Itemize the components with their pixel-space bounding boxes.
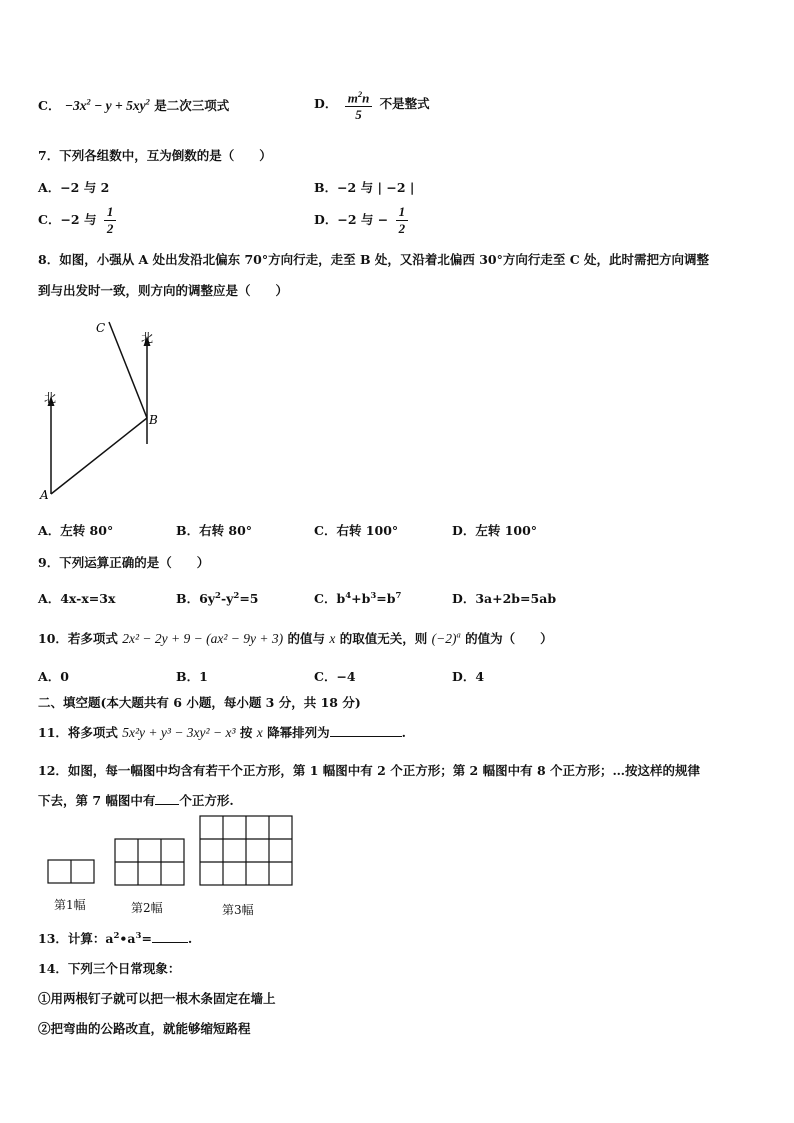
q8-option-a: A．左转 80° — [38, 523, 114, 538]
q10-option-d: D．4 — [452, 669, 485, 684]
answer-blank[interactable] — [155, 804, 179, 805]
option-label: D． — [314, 96, 338, 112]
q10-stem: 10．若多项式 2x² − 2y + 9 − (ax² − 9y + 3) 的值与 x 的取值无关，则 $(-2)^a$ 的值为（ ） — [38, 629, 553, 646]
q9-option-d: D．3a+2b=5ab — [452, 591, 557, 606]
q13-stem: 13．计算：$a^2•a^3=$ . — [38, 930, 193, 946]
q8-stem-line2: 到与出发时一致，则方向的调整应是（ ） — [38, 283, 289, 298]
q7-option-c: C．−2 与 $\frac{1}{2}$ — [38, 204, 119, 237]
q12-squares-figure — [46, 814, 296, 886]
q9-option-b: B．$6y^2-y^2=5$ — [176, 590, 259, 606]
q8-option-d: D．左转 100° — [452, 523, 538, 538]
q9-stem: 9．下列运算正确的是（ ） — [38, 555, 210, 570]
figure-1-grid — [48, 860, 94, 883]
q9-option-c: C．$b^4+b^3=b^7$ — [314, 590, 402, 606]
figure-caption-3: 第3幅 — [222, 903, 254, 917]
q12-stem-line2: 下去，第 7 幅图中有 个正方形. — [38, 793, 234, 808]
north-label-a: 北 — [44, 391, 57, 405]
option-text: 是二次三项式 — [154, 98, 230, 113]
q8-option-c: C．右转 100° — [314, 523, 399, 538]
q12-stem-line1: 12．如图，每一幅图中均含有若干个正方形，第 1 幅图中有 2 个正方形；第 2 幅图中有 8 个正方形；…按这样的规律 — [38, 763, 701, 778]
q10-option-b: B．1 — [176, 669, 208, 684]
q10-option-c: C．−4 — [314, 669, 356, 684]
fraction: $\frac{m^2n}{5}$ — [345, 86, 373, 123]
figure-caption-1: 第1幅 — [54, 898, 86, 912]
section-heading: 二、填空题(本大题共有 6 小题，每小题 3 分，共 18 分) — [38, 695, 361, 710]
fraction: $\frac{1}{2}$ — [396, 204, 409, 237]
math-expression: 5x²y + y³ − 3xy² − x³ — [122, 725, 236, 740]
q6-option-d — [314, 86, 430, 123]
q7-option-b: B．−2 与 | −2 | — [314, 180, 415, 195]
q7-option-d: D．−2 与 − $\frac{1}{2}$ — [314, 204, 411, 237]
option-text: 不是整式 — [379, 96, 430, 112]
answer-blank[interactable] — [330, 736, 402, 737]
point-label-c: C — [96, 321, 106, 335]
q7-stem: 7．下列各组数中，互为倒数的是（ ） — [38, 148, 272, 163]
q14-item-1: ①用两根钉子就可以把一根木条固定在墙上 — [38, 991, 276, 1006]
q8-option-b: B．右转 80° — [176, 523, 253, 538]
option-label: C． — [38, 98, 61, 113]
figure-caption-2: 第2幅 — [131, 901, 163, 915]
point-label-a: A — [40, 488, 49, 502]
q8-stem-line1: 8．如图，小强从 A 处出发沿北偏东 70°方向行走，走至 B 处，又沿着北偏西 30°方向行走至 C 处，此时需把方向调整 — [38, 252, 710, 267]
q8-direction-figure — [30, 312, 180, 504]
point-label-b: B — [149, 413, 158, 427]
q7-option-a: A．−2 与 2 — [38, 180, 110, 195]
math-expression: 2x² − 2y + 9 − (ax² − 9y + 3) — [122, 631, 284, 646]
fraction: $\frac{1}{2}$ — [104, 204, 117, 237]
segment-ab — [51, 418, 147, 494]
figure-3-grid — [200, 816, 292, 885]
q14-stem: 14．下列三个日常现象： — [38, 961, 181, 976]
math-expression: $(-2)^a$ — [431, 629, 461, 646]
q10-option-a: A．0 — [38, 669, 69, 684]
math-expression: $-3x^2 - y + 5xy^2$ — [64, 96, 150, 113]
q14-item-2: ②把弯曲的公路改直，就能够缩短路程 — [38, 1021, 251, 1036]
q9-option-a: A．4x-x=3x — [38, 591, 116, 606]
q11-stem: 11．将多项式 5x²y + y³ − 3xy² − x³ 按 x 降幂排列为 . — [38, 725, 406, 740]
figure-2-grid — [115, 839, 184, 885]
q6-option-c — [38, 96, 229, 114]
answer-blank[interactable] — [152, 942, 188, 943]
north-label-b: 北 — [141, 331, 154, 345]
